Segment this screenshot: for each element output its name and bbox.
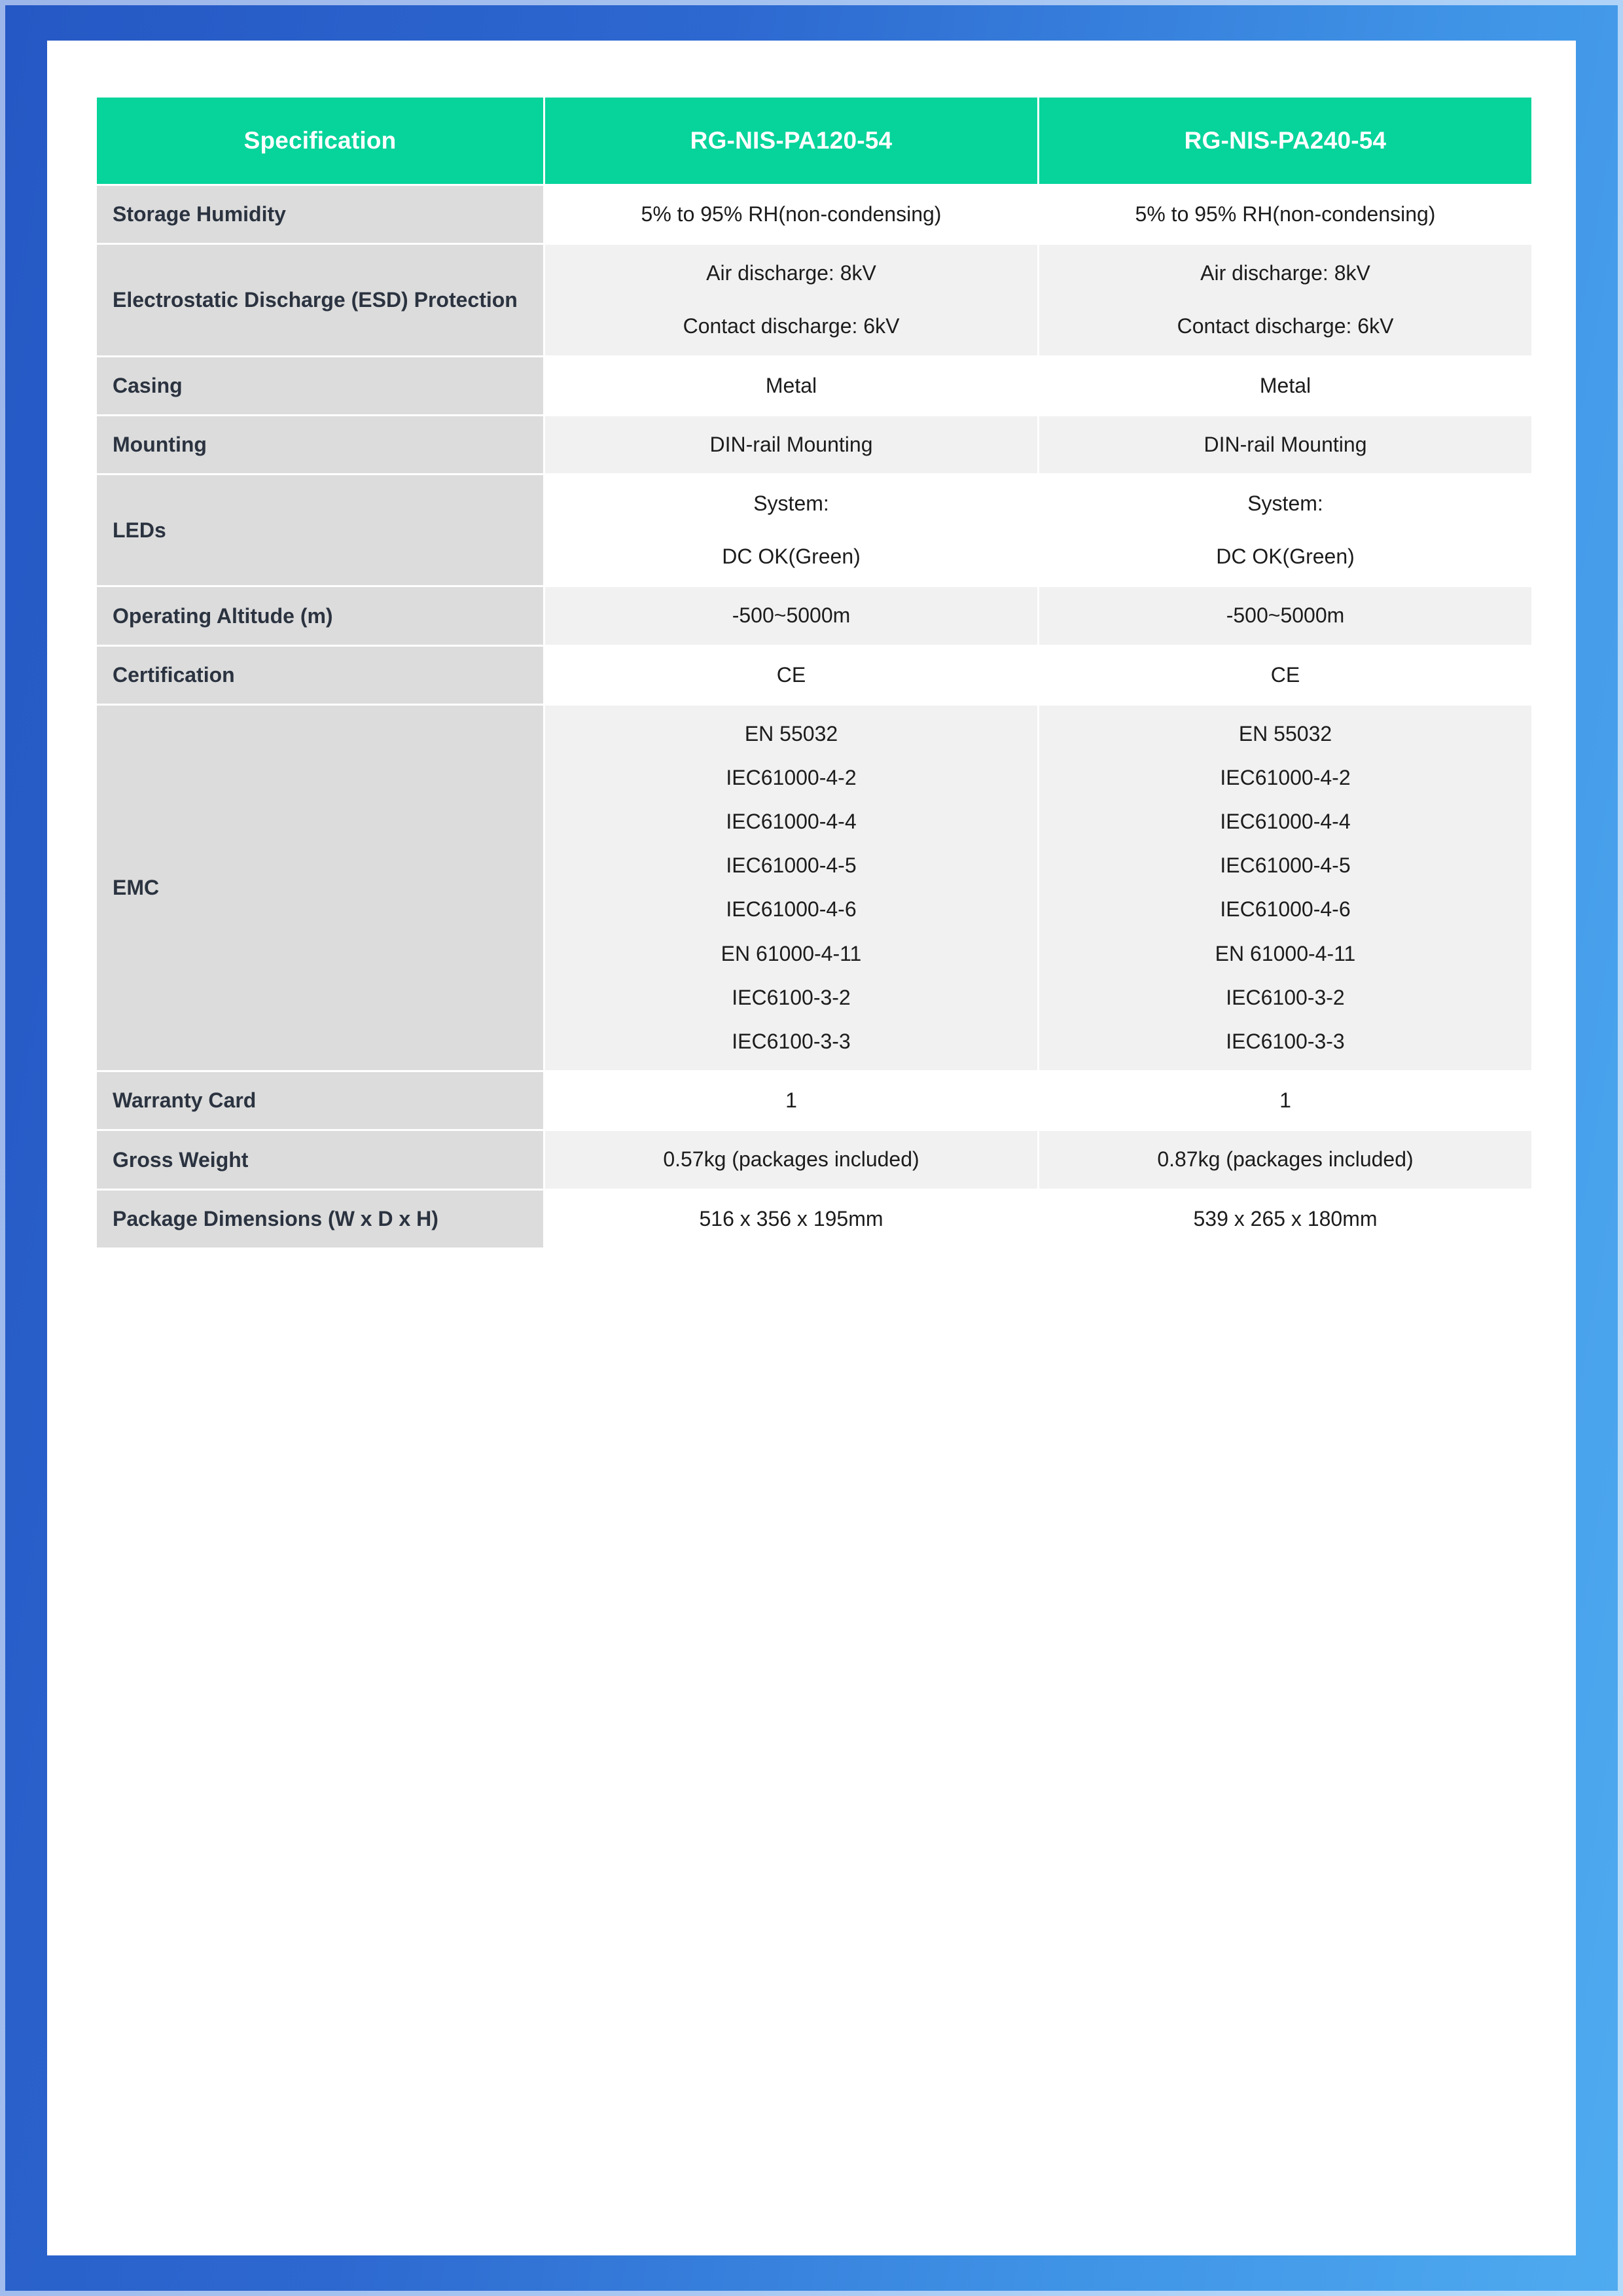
row-label: EMC — [97, 706, 543, 1071]
table-row — [97, 706, 1531, 1071]
value-line: Metal — [765, 373, 817, 397]
value-line: IEC6100-3-2 — [732, 985, 851, 1009]
row-value-col2 — [1039, 1072, 1531, 1129]
table-row — [97, 416, 1531, 473]
value-line: IEC61000-4-6 — [1220, 897, 1351, 922]
value-line: IEC61000-4-5 — [726, 853, 857, 878]
row-value-col1 — [545, 647, 1037, 704]
value-line: IEC6100-3-3 — [1226, 1030, 1345, 1053]
value-line: Air discharge: 8kV — [1200, 261, 1370, 285]
row-value-col1 — [545, 186, 1037, 243]
value-line: 0.57kg (packages included) — [663, 1147, 919, 1172]
value-line: EN 55032 — [744, 721, 838, 745]
row-value-col1 — [545, 1191, 1037, 1247]
row-label: Certification — [97, 647, 543, 704]
row-label: Operating Altitude (m) — [97, 587, 543, 644]
row-value-col1 — [545, 1131, 1037, 1188]
row-label: Casing — [97, 357, 543, 414]
row-value-col1 — [545, 245, 1037, 355]
value-line: IEC61000-4-4 — [726, 810, 857, 834]
table-row — [97, 647, 1531, 704]
value-line: IEC6100-3-3 — [732, 1030, 851, 1053]
value-line: 539 x 265 x 180mm — [1193, 1206, 1378, 1230]
value-line: System: — [1247, 491, 1323, 515]
row-value-col2 — [1039, 706, 1531, 1071]
row-value-col2 — [1039, 587, 1531, 644]
value-line: -500~5000m — [732, 603, 851, 628]
table-body — [97, 186, 1531, 1247]
row-value-col2 — [1039, 357, 1531, 414]
value-line: IEC61000-4-5 — [1220, 853, 1351, 878]
row-value-col1 — [545, 357, 1037, 414]
column-header-model-pa120: RG-NIS-PA120-54 — [545, 98, 1037, 184]
row-label: Storage Humidity — [97, 186, 543, 243]
value-line: EN 61000-4-11 — [1215, 941, 1356, 965]
value-line: IEC61000-4-2 — [1220, 765, 1351, 789]
specification-table-container — [95, 96, 1529, 1249]
value-line: Contact discharge: 6kV — [1177, 314, 1394, 338]
row-value-col2 — [1039, 416, 1531, 473]
table-row — [97, 1191, 1531, 1247]
page-sheet — [47, 41, 1576, 2255]
row-label: Gross Weight — [97, 1131, 543, 1188]
row-value-col1 — [545, 587, 1037, 644]
value-line: EN 55032 — [1238, 721, 1332, 745]
value-line: EN 61000-4-11 — [721, 941, 862, 965]
value-line: DC OK(Green) — [1216, 545, 1355, 569]
row-value-col1 — [545, 416, 1037, 473]
value-line: 5% to 95% RH(non-condensing) — [641, 202, 942, 226]
value-line: IEC6100-3-2 — [1226, 985, 1345, 1009]
row-label: Warranty Card — [97, 1072, 543, 1129]
row-value-col1 — [545, 706, 1037, 1071]
table-row — [97, 245, 1531, 355]
row-value-col2 — [1039, 647, 1531, 704]
row-value-col1 — [545, 475, 1037, 585]
value-line: 1 — [785, 1088, 797, 1113]
table-row — [97, 475, 1531, 585]
value-line: Metal — [1259, 373, 1311, 397]
row-value-col2 — [1039, 1191, 1531, 1247]
specification-table — [95, 96, 1533, 1249]
value-line: Contact discharge: 6kV — [683, 314, 900, 338]
row-value-col2 — [1039, 1131, 1531, 1188]
value-line: -500~5000m — [1226, 603, 1345, 628]
table-header-row — [97, 98, 1531, 184]
table-row — [97, 1131, 1531, 1188]
row-value-col2 — [1039, 475, 1531, 585]
value-line: DC OK(Green) — [722, 545, 861, 569]
column-header-model-pa240: RG-NIS-PA240-54 — [1039, 98, 1531, 184]
row-value-col2 — [1039, 245, 1531, 355]
row-label: Mounting — [97, 416, 543, 473]
value-line: Air discharge: 8kV — [706, 261, 876, 285]
table-row — [97, 1072, 1531, 1129]
table-row — [97, 186, 1531, 243]
row-label: Package Dimensions (W x D x H) — [97, 1191, 543, 1247]
value-line: IEC61000-4-6 — [726, 897, 857, 922]
table-row — [97, 357, 1531, 414]
row-value-col2 — [1039, 186, 1531, 243]
value-line: IEC61000-4-2 — [726, 765, 857, 789]
column-header-specification: Specification — [97, 98, 543, 184]
value-line: CE — [776, 662, 806, 687]
value-line: 0.87kg (packages included) — [1157, 1147, 1414, 1172]
table-row — [97, 587, 1531, 644]
value-line: 1 — [1279, 1088, 1291, 1113]
table-header — [97, 98, 1531, 184]
row-label: Electrostatic Discharge (ESD) Protection — [97, 245, 543, 355]
value-line: CE — [1270, 662, 1300, 687]
row-label: LEDs — [97, 475, 543, 585]
value-line: DIN-rail Mounting — [709, 432, 873, 456]
value-line: DIN-rail Mounting — [1204, 432, 1367, 456]
row-value-col1 — [545, 1072, 1037, 1129]
value-line: 5% to 95% RH(non-condensing) — [1135, 202, 1436, 226]
value-line: 516 x 356 x 195mm — [699, 1206, 883, 1230]
value-line: IEC61000-4-4 — [1220, 810, 1351, 834]
value-line: System: — [753, 491, 829, 515]
